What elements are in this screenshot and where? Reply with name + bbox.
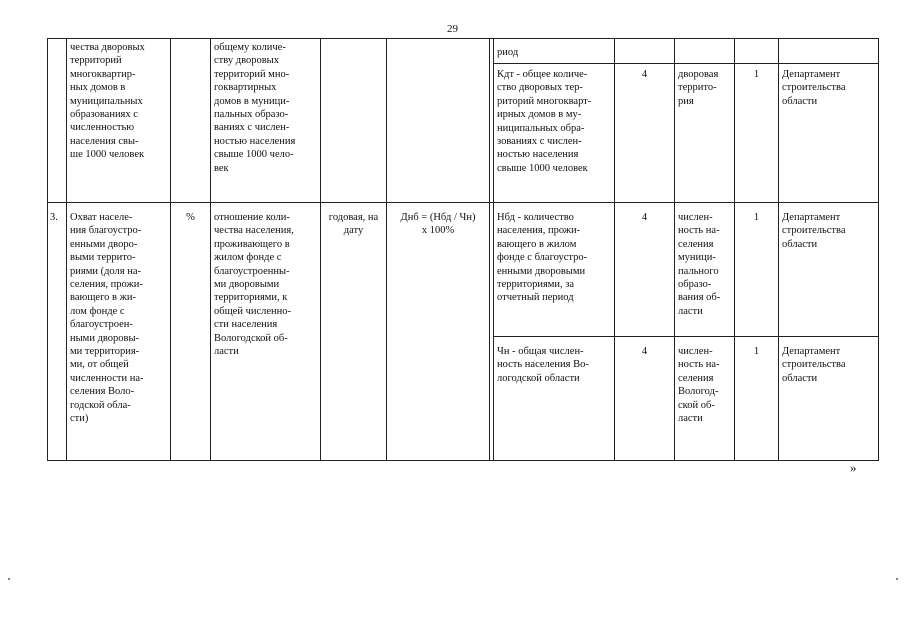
- col-border: [170, 38, 171, 461]
- responsible-cell: Департамент строительства области: [782, 69, 846, 107]
- basic-indicator-cell: Нбд - количество населения, прожи- вающего в жилом фонде с благоустро- енными дворовыми территориями, за отчетный период: [497, 212, 588, 304]
- unit-cell: дворовая террито- рия: [678, 69, 719, 107]
- unit-cell: числен- ность на- селения Вологод- ской об- ласти: [678, 346, 720, 425]
- periodicity-cell: годовая, на дату: [328, 212, 379, 237]
- indicator-name-cell: Охват населе- ния благоустро- енными дворо- выми террито- риями (доля на- селения, прожи- вающего в жи- лом фонде с благоустроен- ными дворовы- ми территория- ми, от общей численности на- селения Воло- годской обла- сти): [70, 212, 144, 425]
- unit-cell: %: [186, 212, 195, 223]
- formula-cell: Днб = (Нбд / Чн) х 100%: [400, 212, 476, 237]
- responsible-cell: Департамент строительства области: [782, 346, 846, 384]
- table-top-border: [47, 38, 879, 39]
- code-cell: 1: [753, 346, 760, 357]
- table-bottom-border: [47, 460, 879, 461]
- method-code-cell: 4: [641, 346, 648, 357]
- col-border: [778, 38, 779, 461]
- method-code-cell: 4: [641, 69, 648, 80]
- col-border: [614, 38, 615, 461]
- indicator-name-cell: чества дворовых территорий многоквартир- ных домов в муниципальных образованиях с численностью населения свы- ше 1000 человек: [70, 42, 145, 161]
- col-border: [210, 38, 211, 461]
- scan-speck: [8, 578, 10, 580]
- col-border: [674, 38, 675, 461]
- col-border: [320, 38, 321, 461]
- definition-cell: общему количе- ству дворовых территорий мно- гоквартирных домов в муници- пальных образо- ваниях с числен- ностью населения свыше 1000 чело- век: [214, 42, 296, 174]
- subrow-divider: [493, 336, 879, 337]
- col-border: [734, 38, 735, 461]
- col-border: [386, 38, 387, 461]
- code-cell: 1: [753, 69, 760, 80]
- row-number-cell: 3.: [50, 212, 58, 223]
- code-cell: 1: [753, 212, 760, 223]
- col-border: [66, 38, 67, 461]
- col-border: [47, 38, 48, 461]
- col-border: [489, 38, 490, 461]
- closing-quote: »: [850, 460, 857, 475]
- scan-speck: [896, 578, 898, 580]
- method-code-cell: 4: [641, 212, 648, 223]
- col-border: [493, 38, 494, 461]
- page-number: 29: [447, 23, 458, 35]
- subrow-divider: [493, 63, 879, 64]
- basic-indicator-cell: риод: [497, 47, 519, 58]
- row-divider: [47, 202, 879, 203]
- basic-indicator-cell: Чн - общая числен- ность населения Во- логодской области: [497, 346, 589, 384]
- definition-cell: отношение коли- чества населения, проживающего в жилом фонде с благоустроенны- ми дворовыми территориями, к общей численно- сти населения Вологодской об- ласти: [214, 212, 294, 358]
- basic-indicator-cell: Кдт - общее количе- ство дворовых тер- риторий многокварт- ирных домов в му- ниципальных обра- зованиях с числен- ностью населения свыше 1000 человек: [497, 69, 592, 174]
- col-border: [878, 38, 879, 461]
- unit-cell: числен- ность на- селения муници- пального образо- вания об- ласти: [678, 212, 721, 317]
- responsible-cell: Департамент строительства области: [782, 212, 846, 250]
